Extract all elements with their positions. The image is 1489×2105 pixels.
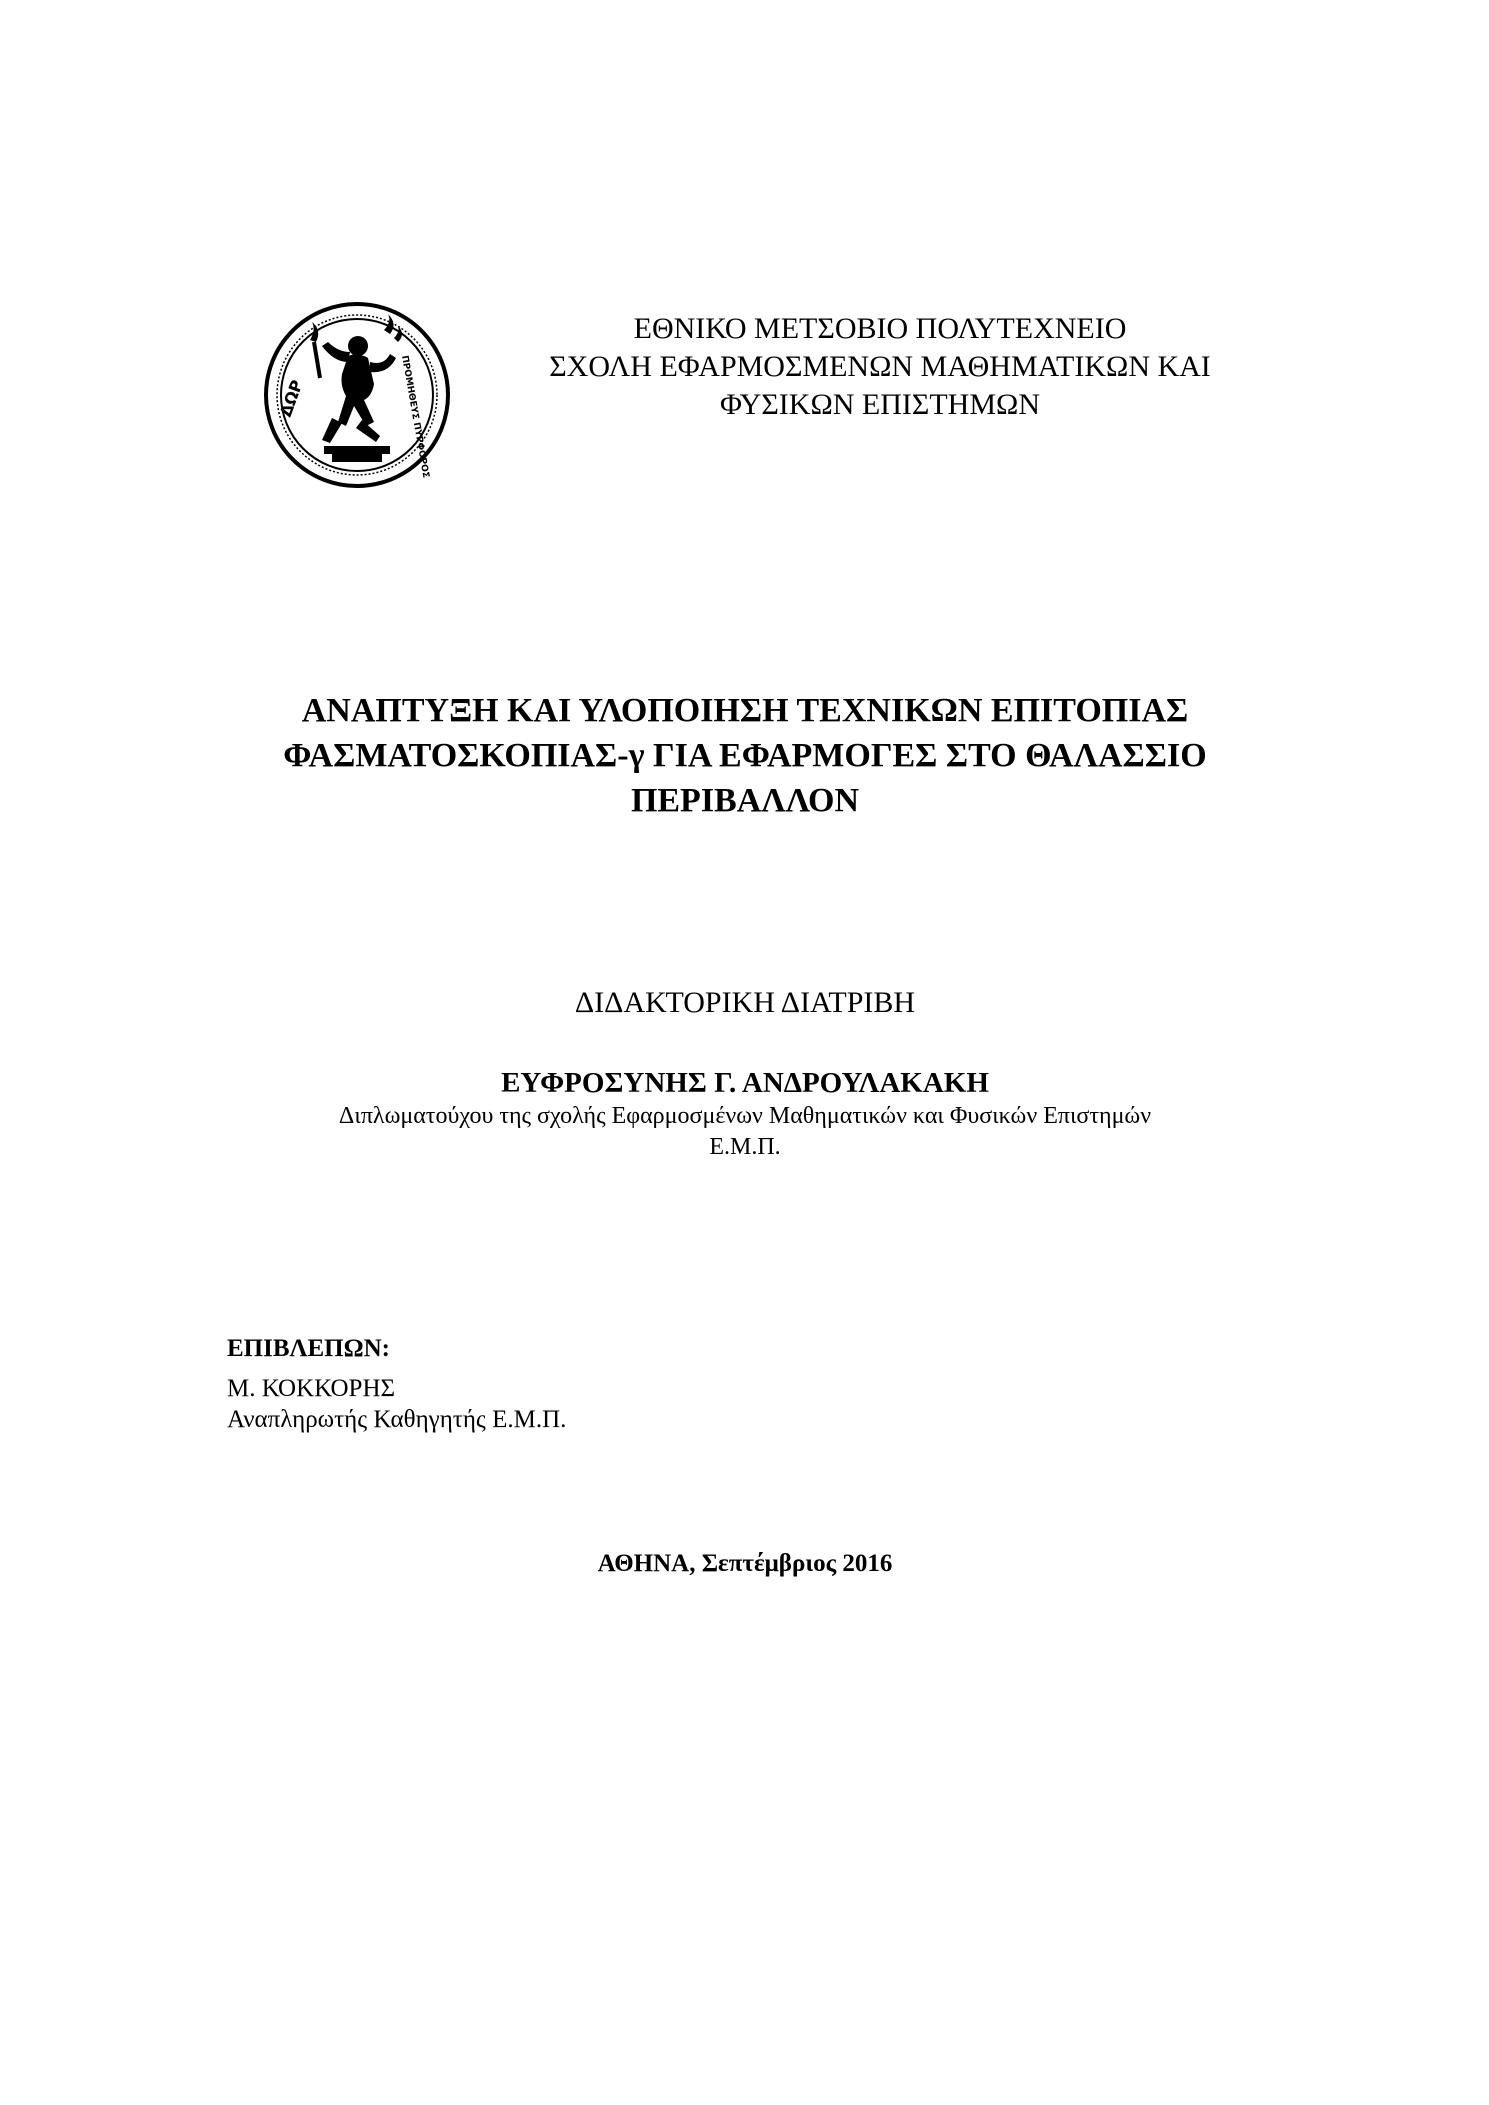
thesis-type: ΔΙΔΑΚΤΟΡΙΚΗ ΔΙΑΤΡΙΒΗ bbox=[574, 986, 916, 1019]
thesis-title-line-2: ΦΑΣΜΑΤΟΣΚΟΠΙΑΣ-γ ΓΙΑ ΕΦΑΡΜΟΓΕΣ ΣΤΟ ΘΑΛΑΣΣΙΟ bbox=[283, 737, 1207, 774]
thesis-title bbox=[150, 688, 1340, 823]
institution-line-2: ΣΧΟΛΗ ΕΦΑΡΜΟΣΜΕΝΩΝ ΜΑΘΗΜΑΤΙΚΩΝ ΚΑΙ bbox=[549, 350, 1211, 383]
institution-header bbox=[480, 310, 1280, 424]
supervisor-block bbox=[227, 1333, 1027, 1435]
place-date: ΑΘΗΝΑ, Σεπτέμβριος 2016 bbox=[597, 1550, 893, 1577]
seal-text-left: ΔΩΡ bbox=[275, 377, 307, 420]
institution-line-1: ΕΘΝΙΚΟ ΜΕΤΣΟΒΙΟ ΠΟΛΥΤΕΧΝΕΙΟ bbox=[633, 312, 1127, 345]
supervisor-position: Αναπληρωτής Καθηγητής Ε.Μ.Π. bbox=[227, 1406, 567, 1433]
author-name: ΕΥΦΡΟΣΥΝΗΣ Γ. ΑΝΔΡΟΥΛΑΚΑΚΗ bbox=[501, 1067, 989, 1099]
thesis-title-line-1: ΑΝΑΠΤΥΞΗ ΚΑΙ ΥΛΟΠΟΙΗΣΗ ΤΕΧΝΙΚΩΝ ΕΠΙΤΟΠΙΑΣ bbox=[301, 692, 1189, 729]
university-seal-icon bbox=[262, 300, 452, 490]
supervisor-heading: ΕΠΙΒΛΕΠΩΝ: bbox=[227, 1335, 390, 1362]
author-description-line-1: Διπλωματούχου της σχολής Εφαρμοσμένων Μαθηματικών και Φυσικών Επιστημών bbox=[338, 1103, 1152, 1129]
author-description-line-2: Ε.Μ.Π. bbox=[709, 1134, 781, 1160]
supervisor-name: Μ. ΚΟΚΚΟΡΗΣ bbox=[227, 1375, 396, 1402]
institution-line-3: ΦΥΣΙΚΩΝ ΕΠΙΣΤΗΜΩΝ bbox=[720, 388, 1040, 421]
author-block bbox=[200, 1065, 1290, 1163]
seal-text-right: ΠΡΟΜΗΘΕΥΣ ΠΥΡΦΟΡΟΣ bbox=[399, 354, 431, 479]
thesis-title-line-3: ΠΕΡΙΒΑΛΛΟΝ bbox=[630, 782, 860, 819]
